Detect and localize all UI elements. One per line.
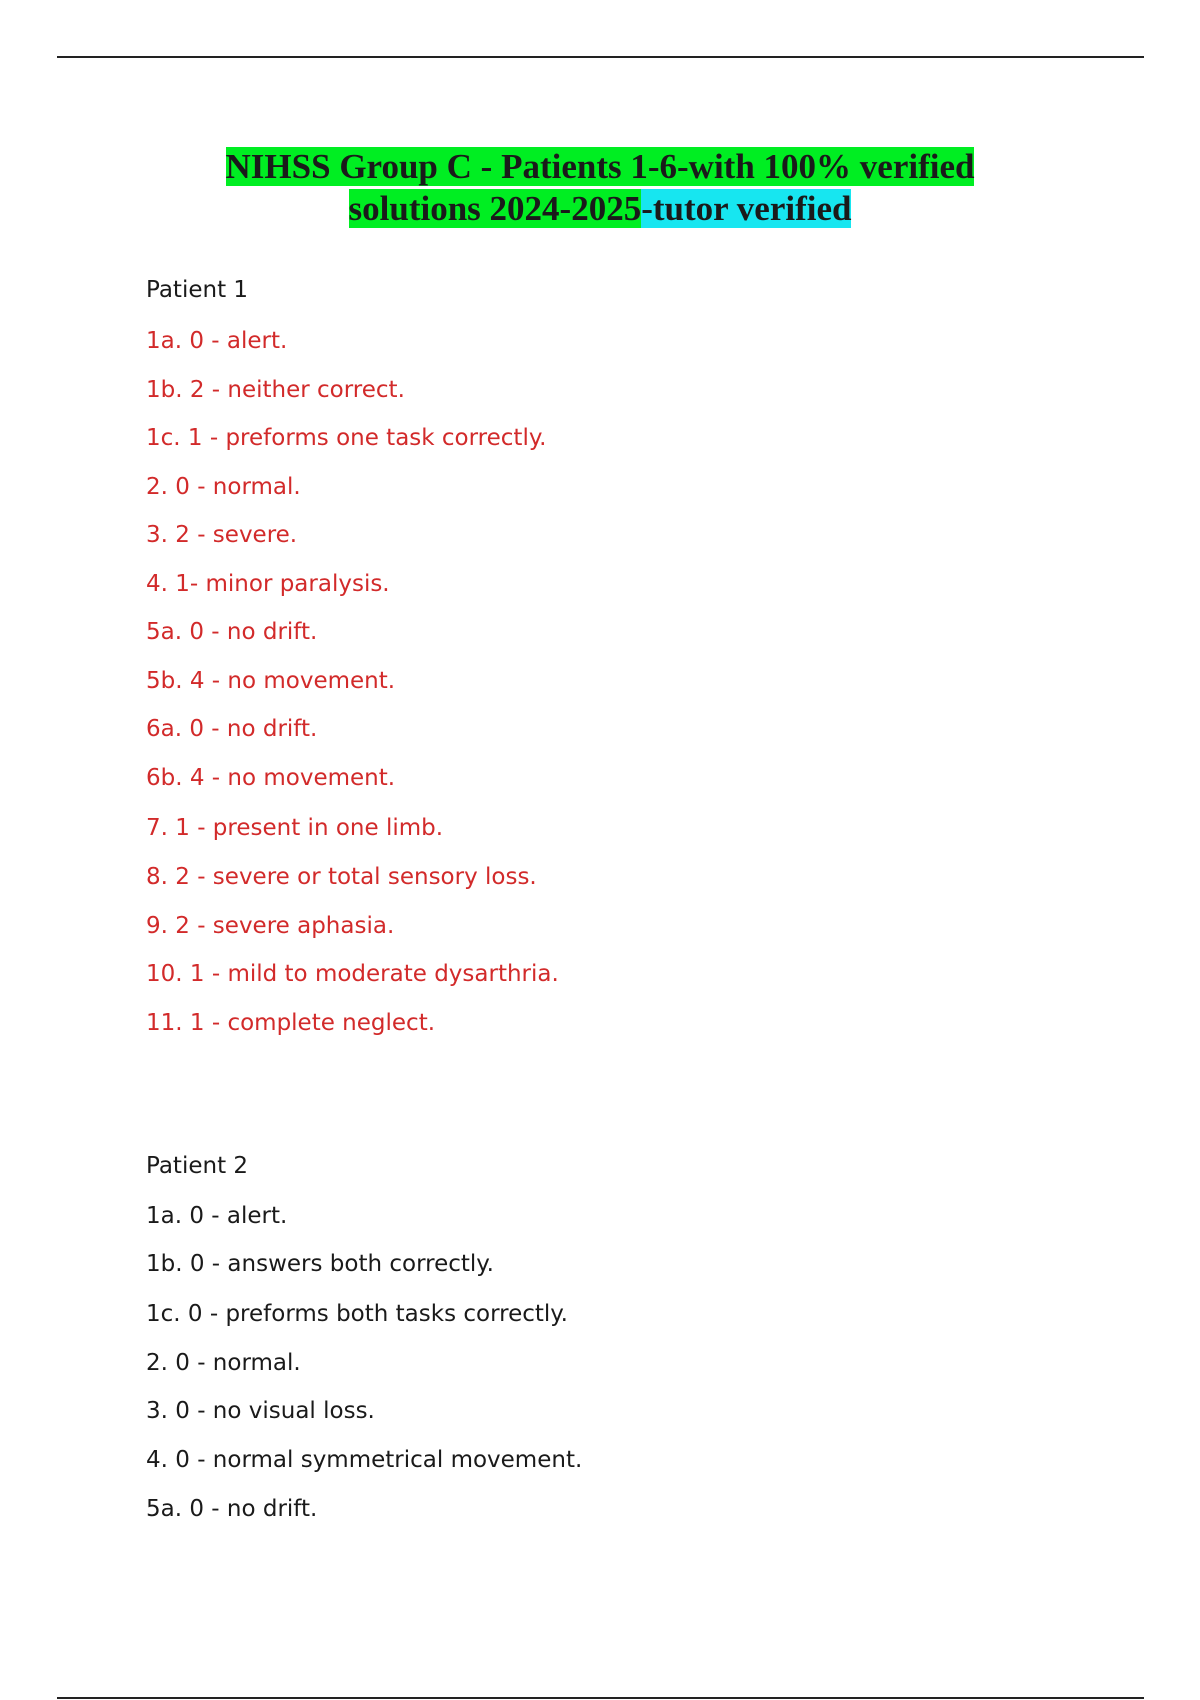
list-item: 1c. 1 - preforms one task correctly.	[146, 425, 547, 451]
title-line-1: NIHSS Group C - Patients 1-6-with 100% verified	[225, 147, 975, 186]
list-item: 8. 2 - severe or total sensory loss.	[146, 864, 537, 890]
patient-1-heading: Patient 1	[146, 277, 249, 303]
list-item: 1c. 0 - preforms both tasks correctly.	[146, 1301, 568, 1327]
list-item: 2. 0 - normal.	[146, 1350, 301, 1376]
list-item: 3. 2 - severe.	[146, 522, 298, 548]
bottom-rule	[57, 1697, 1144, 1699]
list-item: 10. 1 - mild to moderate dysarthria.	[146, 961, 559, 987]
list-item: 4. 0 - normal symmetrical movement.	[146, 1447, 583, 1473]
list-item: 1a. 0 - alert.	[146, 328, 288, 354]
list-item: 3. 0 - no visual loss.	[146, 1398, 375, 1424]
list-item: 6b. 4 - no movement.	[146, 765, 396, 791]
document-title	[0, 146, 1200, 230]
list-item: 5a. 0 - no drift.	[146, 1496, 318, 1522]
title-line-2: solutions 2024-2025	[348, 189, 642, 228]
list-item: 6a. 0 - no drift.	[146, 716, 318, 742]
list-item: 9. 2 - severe aphasia.	[146, 913, 395, 939]
list-item: 1b. 2 - neither correct.	[146, 377, 405, 403]
top-rule	[57, 56, 1144, 58]
list-item: 2. 0 - normal.	[146, 474, 301, 500]
list-item: 1b. 0 - answers both correctly.	[146, 1251, 494, 1277]
list-item: 7. 1 - present in one limb.	[146, 815, 444, 841]
list-item: 11. 1 - complete neglect.	[146, 1010, 436, 1036]
list-item: 4. 1- minor paralysis.	[146, 571, 390, 597]
title-tutor-verified: -tutor verified	[641, 189, 852, 228]
patient-2-heading: Patient 2	[146, 1153, 249, 1179]
list-item: 5a. 0 - no drift.	[146, 619, 318, 645]
list-item: 1a. 0 - alert.	[146, 1203, 288, 1229]
list-item: 5b. 4 - no movement.	[146, 668, 396, 694]
